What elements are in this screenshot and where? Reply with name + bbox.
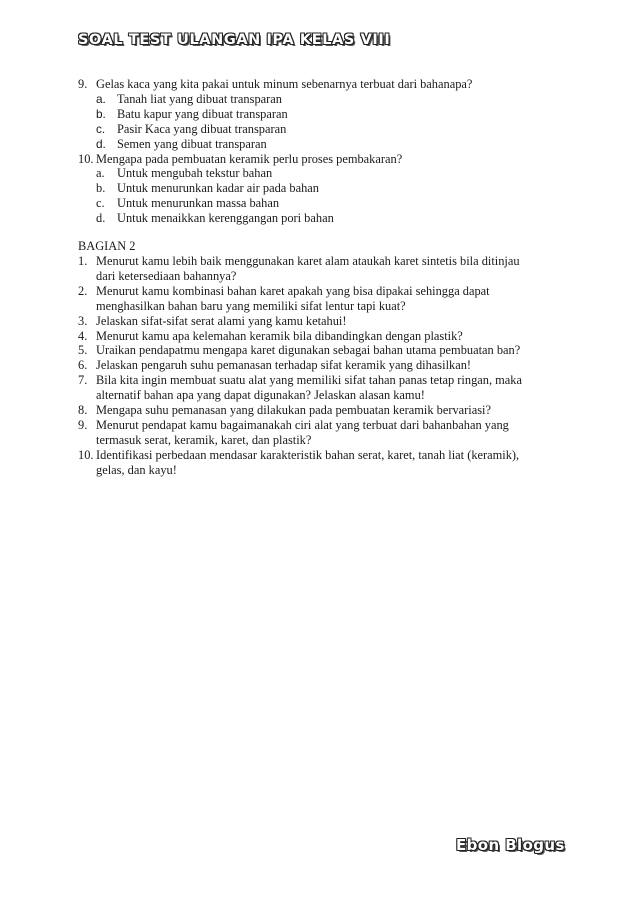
option-text: Pasir Kaca yang dibuat transparan: [117, 121, 287, 136]
question-number: 7.: [78, 373, 88, 388]
question-number: 1.: [78, 253, 88, 268]
answer-option: [78, 181, 578, 196]
question-number: 10.: [78, 447, 94, 462]
question-number: 3.: [78, 313, 88, 328]
question-number: 8.: [78, 403, 88, 418]
question-body: [96, 418, 509, 448]
essay-question: [78, 254, 578, 284]
question-text: Mengapa pada pembuatan keramik perlu proses pembakaran?: [96, 151, 403, 166]
section-gap: [78, 226, 578, 239]
question-text: Gelas kaca yang kita pakai untuk minum sebenarnya terbuat dari bahanapa?: [96, 77, 473, 91]
question-body: [96, 329, 463, 344]
page-header-title: SOAL TEST ULANGAN IPA KELAS VIII: [78, 32, 391, 48]
option-letter: c.: [96, 121, 106, 136]
option-letter: a.: [96, 91, 106, 106]
essay-question: [78, 329, 578, 344]
option-text: Untuk menurunkan massa bahan: [117, 196, 280, 211]
option-text: Untuk menaikkan kerenggangan pori bahan: [117, 211, 334, 226]
essay-question: [78, 373, 578, 403]
option-text: Semen yang dibuat transparan: [117, 136, 267, 151]
question-row: [78, 152, 578, 167]
question-number: 2.: [78, 283, 88, 298]
question-line: Jelaskan sifat-sifat serat alami yang kamu ketahui!: [96, 313, 347, 328]
option-letter: b.: [96, 106, 106, 121]
essay-question: [78, 358, 578, 373]
option-letter: d.: [96, 211, 106, 226]
section-title: BAGIAN 2: [78, 239, 136, 254]
question-number: 10.: [78, 151, 94, 166]
option-letter: a.: [96, 166, 105, 181]
question-body: [96, 254, 520, 284]
question-line: termasuk serat, keramik, karet, dan plastik?: [96, 432, 312, 447]
question-line: Mengapa suhu pemanasan yang dilakukan pada pembuatan keramik bervariasi?: [96, 403, 491, 418]
question-line: Jelaskan pengaruh suhu pemanasan terhadap sifat keramik yang dihasilkan!: [96, 358, 472, 373]
footer-watermark: Ebon Blogus: [456, 836, 565, 854]
question-line: Menurut pendapat kamu bagaimanakah ciri alat yang terbuat dari bahanbahan yang: [96, 417, 509, 432]
question-number: 5.: [78, 343, 88, 358]
document-content: [78, 77, 578, 478]
question-body: [96, 403, 491, 418]
answer-option: [78, 137, 578, 152]
question-number: 9.: [78, 417, 88, 432]
question-line: menghasilkan bahan baru yang memiliki sifat lentur tapi kuat?: [96, 298, 406, 313]
answer-option: [78, 107, 578, 122]
question-body: [96, 358, 471, 373]
option-letter: d.: [96, 136, 106, 151]
essay-question: [78, 284, 578, 314]
question-line: Identifikasi perbedaan mendasar karakteristik bahan serat, karet, tanah liat (keramik),: [96, 447, 520, 462]
essay-question: [78, 343, 578, 358]
essay-question-list: [78, 254, 578, 478]
question-line: alternatif bahan apa yang dapat digunakan? Jelaskan alasan kamu!: [96, 388, 425, 403]
essay-question: [78, 314, 578, 329]
question-number: 4.: [78, 328, 88, 343]
answer-option: [78, 122, 578, 137]
question-line: Menurut kamu lebih baik menggunakan karet alam ataukah karet sintetis bila ditinjau: [96, 253, 520, 268]
option-text: Batu kapur yang dibuat transparan: [117, 106, 288, 121]
question-line: Bila kita ingin membuat suatu alat yang memiliki sifat tahan panas tetap ringan, maka: [96, 373, 522, 388]
answer-option: [78, 196, 578, 211]
question-body: [96, 373, 522, 403]
answer-option: [78, 92, 578, 107]
question-line: gelas, dan kayu!: [96, 462, 177, 477]
question-line: Uraikan pendapatmu mengapa karet digunakan sebagai bahan utama pembuatan ban?: [96, 343, 521, 358]
option-text: Tanah liat yang dibuat transparan: [117, 91, 282, 106]
question-line: dari ketersediaan bahannya?: [96, 268, 237, 283]
question-body: [96, 314, 346, 329]
multiple-choice-section: [78, 77, 578, 226]
question-line: Menurut kamu apa kelemahan keramik bila dibandingkan dengan plastik?: [96, 328, 463, 343]
question-row: [78, 77, 578, 92]
answer-option: [78, 166, 578, 181]
answer-option: [78, 211, 578, 226]
essay-question: [78, 403, 578, 418]
option-letter: c.: [96, 196, 105, 211]
essay-question: [78, 418, 578, 448]
option-text: Untuk menurunkan kadar air pada bahan: [117, 181, 319, 196]
essay-question: [78, 448, 578, 478]
question-body: [96, 284, 490, 314]
question-line: Menurut kamu kombinasi bahan karet apakah yang bisa dipakai sehingga dapat: [96, 283, 490, 298]
option-letter: b.: [96, 181, 106, 196]
question-number: 9.: [78, 77, 88, 91]
question-body: [96, 448, 519, 478]
question-body: [96, 343, 520, 358]
option-text: Untuk mengubah tekstur bahan: [117, 166, 273, 181]
question-number: 6.: [78, 358, 88, 373]
